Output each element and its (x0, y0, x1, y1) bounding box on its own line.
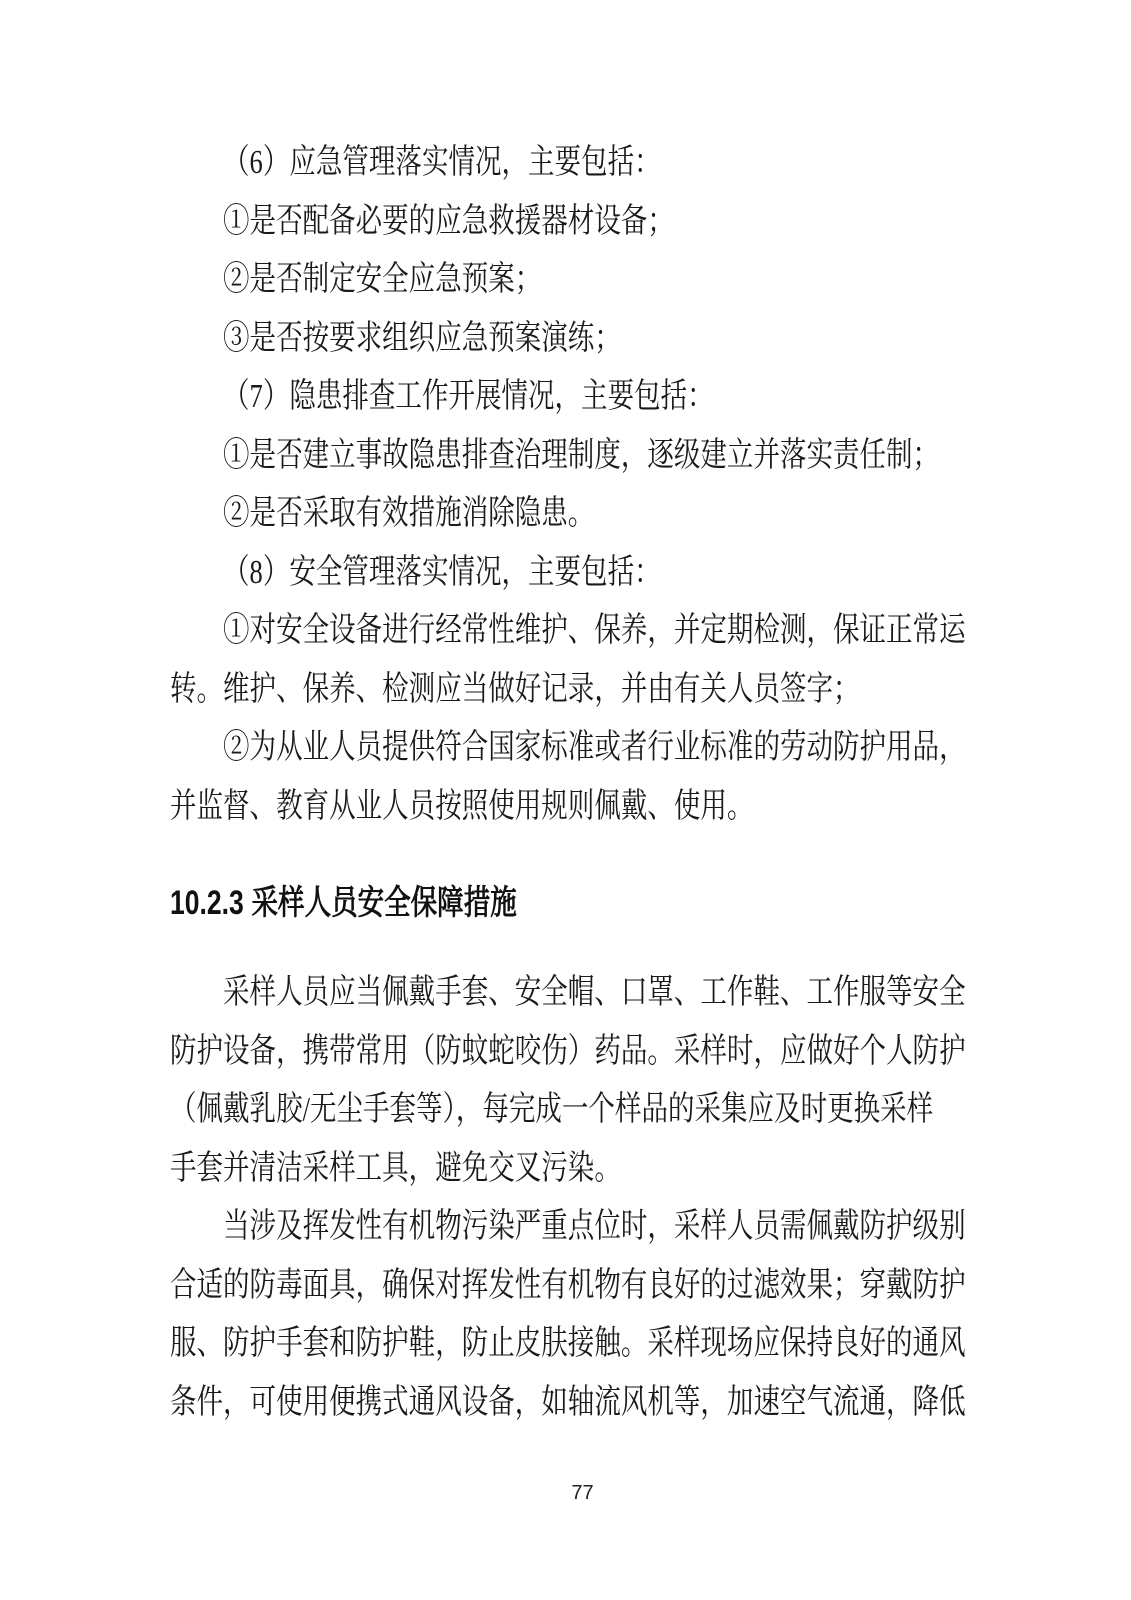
checklist-item-8-sub1-line2: 转。维护、保养、检测应当做好记录，并由有关人员签字； (170, 670, 860, 708)
paragraph-line: 当涉及挥发性有机物污染严重点位时，采样人员需佩戴防护级别 (223, 1208, 966, 1245)
checklist-item-8-sub2-line1: ②为从业人员提供符合国家标准或者行业标准的劳动防护用品， (223, 729, 966, 766)
page-number: 77 (571, 1482, 594, 1504)
section-heading-title: 采样人员安全保障措施 (251, 884, 517, 922)
checklist-item-7-sub2: ②是否采取有效措施消除隐患。 (223, 495, 595, 532)
checklist-item-7-sub1: ①是否建立事故隐患排查治理制度，逐级建立并落实责任制； (223, 436, 940, 474)
checklist-item-6-header: （6）应急管理落实情况，主要包括： (223, 144, 661, 181)
paragraph-line: 合适的防毒面具，确保对挥发性有机物有良好的过滤效果；穿戴防护 (170, 1266, 966, 1304)
checklist-item-8-sub2-line2: 并监督、教育从业人员按照使用规则佩戴、使用。 (170, 787, 754, 825)
checklist-item-6-sub2: ②是否制定安全应急预案； (223, 261, 542, 298)
paragraph-line: 服、防护手套和防护鞋，防止皮肤接触。采样现场应保持良好的通风 (170, 1325, 966, 1362)
checklist-item-6-sub3: ③是否按要求组织应急预案演练； (223, 319, 621, 357)
paragraph-line: 防护设备，携带常用（防蚊蛇咬伤）药品。采样时，应做好个人防护 (170, 1032, 966, 1070)
checklist-item-8-header: （8）安全管理落实情况，主要包括： (223, 553, 661, 591)
paragraph-line: 条件，可使用便携式通风设备，如轴流风机等，加速空气流通，降低 (170, 1383, 966, 1421)
section-heading (170, 881, 787, 925)
checklist-section (170, 134, 966, 836)
paragraph-line: （佩戴乳胶/无尘手套等），每完成一个样品的采集应及时更换采样 (170, 1091, 934, 1128)
paragraph-line: 采样人员应当佩戴手套、安全帽、口罩、工作鞋、工作服等安全 (223, 974, 966, 1011)
paragraph-sampling-ppe (170, 964, 966, 1198)
document-page-body (170, 0, 966, 1432)
checklist-item-7-header: （7）隐患排查工作开展情况，主要包括： (223, 378, 714, 415)
paragraph-voc-protection (170, 1198, 966, 1432)
checklist-item-8-sub1-line1: ①对安全设备进行经常性维护、保养，并定期检测，保证正常运 (223, 612, 966, 649)
checklist-item-6-sub1: ①是否配备必要的应急救援器材设备； (223, 202, 674, 240)
paragraph-line: 手套并清洁采样工具，避免交叉污染。 (170, 1149, 621, 1187)
section-heading-number: 10.2.3 (170, 884, 244, 922)
